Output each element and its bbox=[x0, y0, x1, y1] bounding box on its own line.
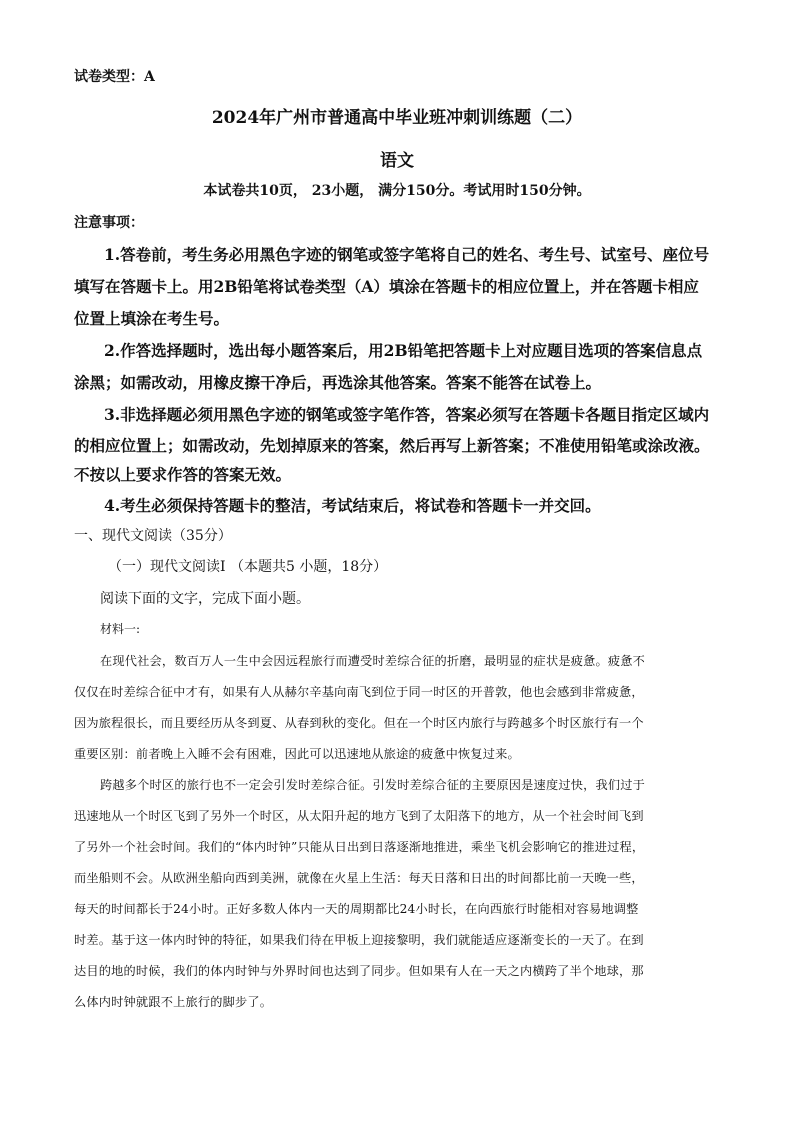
paper-type-label: 试卷类型：A bbox=[74, 69, 155, 85]
passage-line: 么体内时钟就跟不上旅行的脚步了。 bbox=[74, 995, 273, 1009]
notice-line: 的相应位置上；如需改动，先划掉原来的答案，然后再写上新答案；不准使用铅笔或涂改液。 bbox=[74, 436, 710, 455]
passage-line: 了另外一个社会时间。我们的“体内时钟”只能从日出到日落逐渐地推进，乘坐飞机会影响它的推进过程， bbox=[74, 840, 645, 854]
passage-line: 每天的时间都长于24小时。正好多数人体内一天的周期都比24小时长，在向西旅行时能相对容易地调整 bbox=[74, 902, 639, 916]
notice-line: 涂黑；如需改动，用橡皮擦干净后，再选涂其他答案。答案不能答在试卷上。 bbox=[74, 373, 602, 392]
material-label: 材料一: bbox=[100, 622, 141, 636]
passage-line: 迅速地从一个时区飞到了另外一个时区，从太阳升起的地方飞到了太阳落下的地方，从一个社会时间飞到 bbox=[74, 809, 644, 823]
passage-line: 而坐船则不会。从欧洲坐船向西到美洲，就像在火星上生活：每天日落和日出的时间都比前一天晚一些， bbox=[74, 871, 644, 885]
notice-line: 4.考生必须保持答题卡的整洁，考试结束后，将试卷和答题卡一并交回。 bbox=[104, 496, 601, 515]
passage-line: 因为旅程很长，而且要经历从冬到夏、从春到秋的变化。但在一个时区内旅行与跨越多个时区旅行有一个 bbox=[74, 716, 644, 730]
subject-title: 语文 bbox=[380, 151, 414, 171]
section-heading: 一、现代文阅读（35分） bbox=[74, 528, 232, 544]
passage-line: 在现代社会，数百万人一生中会因远程旅行而遭受时差综合征的折磨，最明显的症状是疲惫。疲惫不 bbox=[100, 654, 646, 668]
notice-line: 位置上填涂在考生号。 bbox=[74, 309, 230, 328]
passage-line: 达目的地的时候，我们的体内时钟与外界时间也达到了同步。但如果有人在一天之内横跨了半个地球，那 bbox=[74, 964, 644, 978]
passage-line: 跨越多个时区的旅行也不一定会引发时差综合征。引发时差综合征的主要原因是速度过快，我们过于 bbox=[100, 778, 646, 792]
passage-line: 重要区别：前者晚上入睡不会有困难，因此可以迅速地从旅途的疲惫中恢复过来。 bbox=[74, 747, 520, 761]
notice-line: 不按以上要求作答的答案无效。 bbox=[74, 465, 292, 484]
notice-line: 填写在答题卡上。用2B铅笔将试卷类型（A）填涂在答题卡的相应位置上，并在答题卡相应 bbox=[74, 277, 699, 296]
subsection-heading: （一）现代文阅读Ⅰ （本题共5 小题，18分） bbox=[108, 559, 388, 575]
passage-line: 时差。基于这一体内时钟的特征，如果我们待在甲板上迎接黎明，我们就能适应逐渐变长的一天了。在到 bbox=[74, 933, 644, 947]
exam-title: 2024年广州市普通高中毕业班冲刺训练题（二） bbox=[211, 108, 583, 128]
passage-line: 仅仅在时差综合征中才有，如果有人从赫尔辛基向南飞到位于同一时区的开普敦，他也会感到非常疲惫， bbox=[74, 685, 644, 699]
reading-instruction: 阅读下面的文字，完成下面小题。 bbox=[100, 591, 310, 607]
notice-line: 1.答卷前，考生务必用黑色字迹的钢笔或签字笔将自己的姓名、考生号、试室号、座位号 bbox=[104, 245, 710, 264]
exam-info: 本试卷共10页， 23小题， 满分150分。考试用时150分钟。 bbox=[203, 183, 591, 199]
notice-line: 3.非选择题必须用黑色字迹的钢笔或签字笔作答，答案必须写在答题卡各题目指定区域内 bbox=[104, 405, 710, 424]
notice-heading: 注意事项： bbox=[74, 215, 144, 231]
notice-line: 2.作答选择题时，选出每小题答案后，用2B铅笔把答题卡上对应题目选项的答案信息点 bbox=[104, 341, 703, 360]
